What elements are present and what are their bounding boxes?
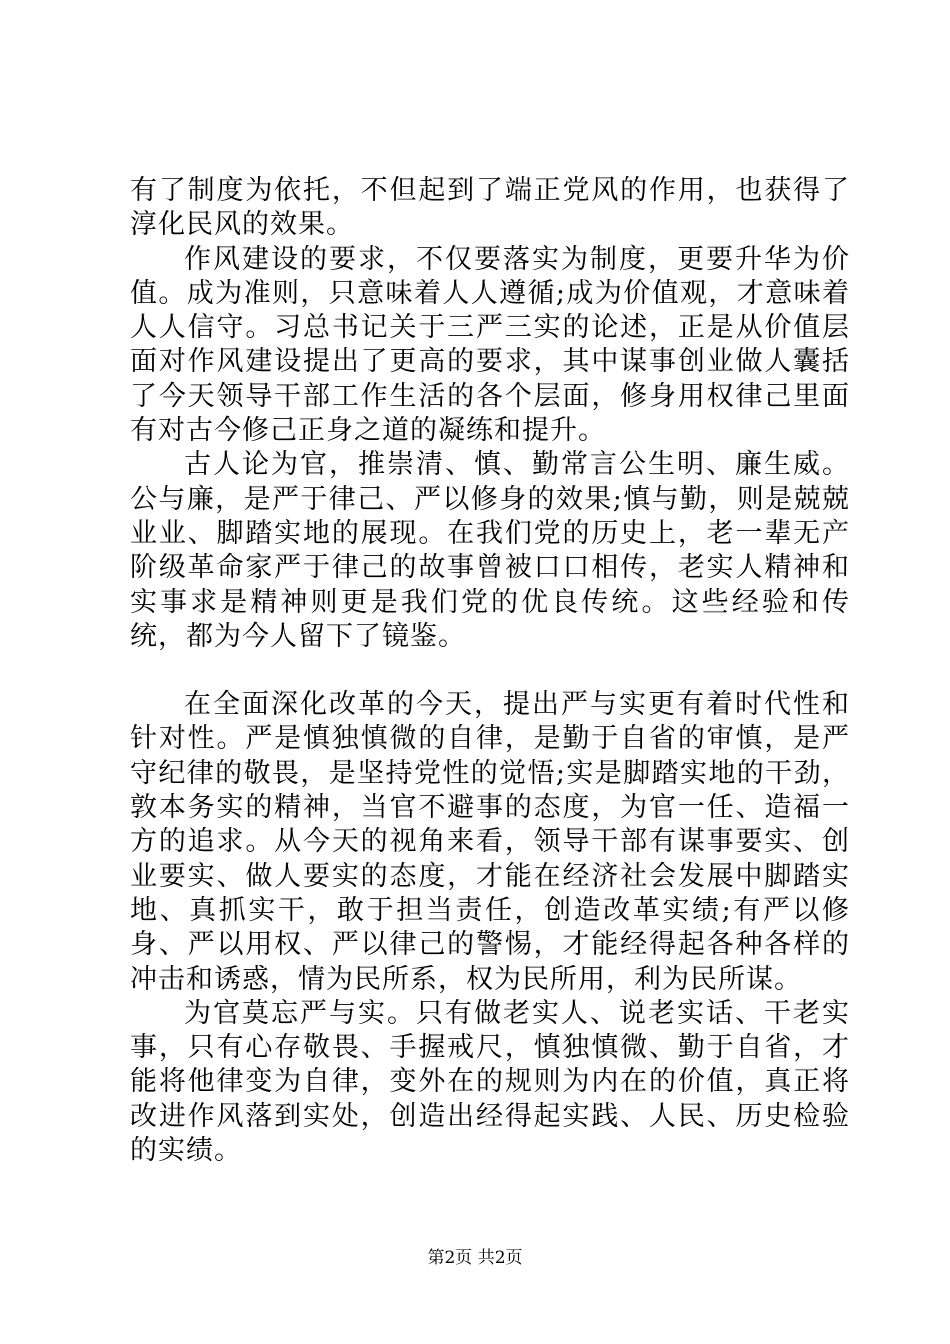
paragraph-3: 古人论为官，推崇清、慎、勤常言公生明、廉生威。公与廉，是严于律己、严以修身的效果;慎与勤，则是兢兢业业、脚踏实地的展现。在我们党的历史上，老一辈无产阶级革命家严于律己的故事曾被口口相传，老实人精神和实事求是精神则更是我们党的优良传统。这些经验和传统，都为今人留下了镜鉴。 (130, 449, 850, 652)
paragraph-5: 为官莫忘严与实。只有做老实人、说老实话、干老实事，只有心存敬畏、手握戒尺，慎独慎微、勤于自省，才能将他律变为自律，变外在的规则为内在的价值，真正将改进作风落到实处，创造出经得起实践、人民、历史检验的实绩。 (130, 997, 850, 1167)
paragraph-1: 有了制度为依托，不但起到了端正党风的作用，也获得了淳化民风的效果。 (130, 175, 850, 241)
document-body (130, 174, 850, 1168)
paragraph-4: 在全面深化改革的今天，提出严与实更有着时代性和针对性。严是慎独慎微的自律，是勤于自省的审慎，是严守纪律的敬畏，是坚持党性的觉悟;实是脚踏实地的干劲，敦本务实的精神，当官不避事的态度，为官一任、造福一方的追求。从今天的视角来看，领导干部有谋事要实、创业要实、做人要实的态度，才能在经济社会发展中脚踏实地、真抓实干，敢于担当责任，创造改革实绩;有严以修身、严以用权、严以律己的警惕，才能经得起各种各样的冲击和诱惑，情为民所系，权为民所用，利为民所谋。 (130, 689, 850, 995)
paragraph-2: 作风建设的要求，不仅要落实为制度，更要升华为价值。成为准则，只意味着人人遵循;成为价值观，才意味着人人信守。习总书记关于三严三实的论述，正是从价值层面对作风建设提出了更高的要求，其中谋事创业做人囊括了今天领导干部工作生活的各个层面，修身用权律己里面有对古今修己正身之道的凝练和提升。 (130, 243, 850, 447)
page-footer: 第2页 共2页 (427, 1248, 523, 1268)
